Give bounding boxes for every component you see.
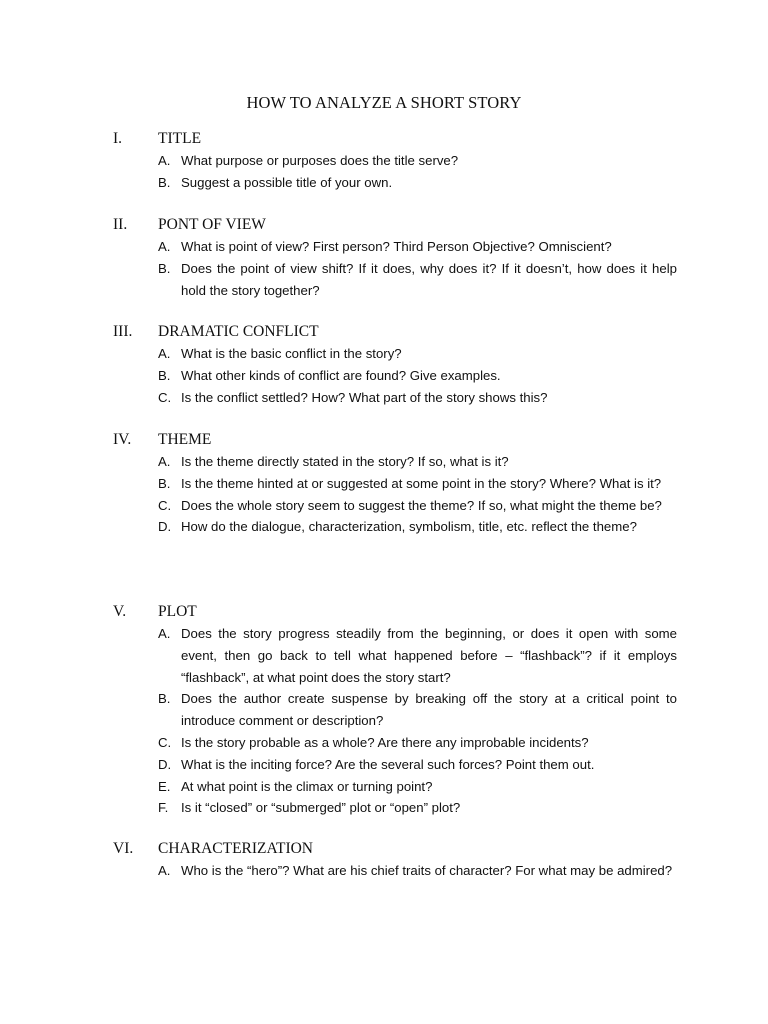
item-letter: A. bbox=[158, 626, 171, 641]
item-text: Who is the “hero”? What are his chief traits of character? For what may be admired? bbox=[181, 863, 673, 878]
list-item bbox=[0, 172, 768, 194]
section-heading bbox=[0, 838, 768, 860]
list-item bbox=[0, 776, 768, 798]
section-heading bbox=[0, 214, 768, 236]
list-item bbox=[0, 495, 768, 517]
section bbox=[0, 429, 768, 538]
section-numeral: III. bbox=[113, 323, 133, 340]
list-item bbox=[0, 150, 768, 172]
item-letter: B. bbox=[158, 475, 171, 491]
item-text: Suggest a possible title of your own. bbox=[181, 174, 393, 190]
list-item bbox=[0, 258, 768, 302]
item-letter: B. bbox=[158, 174, 171, 190]
section-title: CHARACTERIZATION bbox=[158, 840, 313, 857]
section bbox=[0, 214, 768, 301]
item-text: At what point is the climax or turning point? bbox=[181, 778, 433, 794]
list-item bbox=[0, 451, 768, 473]
section bbox=[0, 601, 768, 819]
list-item bbox=[0, 860, 768, 882]
section-title: THEME bbox=[158, 431, 212, 448]
item-letter: D. bbox=[158, 519, 172, 535]
item-text: What purpose or purposes does the title serve? bbox=[181, 153, 459, 168]
item-text: What is point of view? First person? Third Person Objective? Omniscient? bbox=[181, 239, 612, 254]
item-text: Is the theme hinted at or suggested at some point in the story? Where? What is it? bbox=[181, 475, 662, 491]
item-letter: C. bbox=[158, 497, 172, 513]
item-letter: C. bbox=[158, 389, 172, 405]
item-text: Is it “closed” or “submerged” plot or “open” plot? bbox=[181, 800, 461, 816]
section-heading bbox=[0, 321, 768, 343]
item-text: Does the whole story seem to suggest the theme? If so, what might the theme be? bbox=[181, 497, 662, 513]
list-item bbox=[0, 797, 768, 819]
section bbox=[0, 321, 768, 408]
section-numeral: II. bbox=[113, 216, 128, 233]
item-text: Does the author create suspense by breaking off the story at a critical point to introduce comment or description? bbox=[181, 691, 677, 729]
item-text: What is the basic conflict in the story? bbox=[181, 346, 402, 361]
item-text: What is the inciting force? Are the several such forces? Point them out. bbox=[181, 756, 595, 772]
item-text: Does the story progress steadily from the beginning, or does it open with some event, then go back to tell what happened before – “flashback”? if it employs “flashback”, at what point does the story start? bbox=[181, 626, 677, 685]
list-item bbox=[0, 343, 768, 365]
list-item bbox=[0, 387, 768, 409]
list-item bbox=[0, 623, 768, 688]
section-numeral: IV. bbox=[113, 431, 132, 448]
list-item bbox=[0, 754, 768, 776]
section-heading bbox=[0, 601, 768, 623]
item-letter: A. bbox=[158, 346, 171, 361]
item-letter: A. bbox=[158, 153, 171, 168]
item-text: Is the theme directly stated in the story? If so, what is it? bbox=[181, 454, 509, 469]
section-title: TITLE bbox=[158, 130, 202, 147]
item-letter: A. bbox=[158, 863, 171, 878]
list-item bbox=[0, 236, 768, 258]
item-letter: B. bbox=[158, 260, 171, 276]
item-letter: B. bbox=[158, 691, 171, 707]
item-text: Is the story probable as a whole? Are there any improbable incidents? bbox=[181, 734, 589, 750]
item-letter: E. bbox=[158, 778, 171, 794]
item-letter: A. bbox=[158, 239, 171, 254]
list-item bbox=[0, 473, 768, 495]
section-numeral: I. bbox=[113, 130, 123, 147]
section-numeral: V. bbox=[113, 603, 127, 620]
section-title: PLOT bbox=[158, 603, 197, 620]
list-item bbox=[0, 732, 768, 754]
section-numeral: VI. bbox=[113, 840, 134, 857]
item-letter: A. bbox=[158, 454, 171, 469]
section-heading bbox=[0, 429, 768, 451]
section-heading bbox=[0, 128, 768, 150]
item-text: Does the point of view shift? If it does, why does it? If it doesn’t, how does it help hold the story together? bbox=[181, 260, 677, 298]
document-title: HOW TO ANALYZE A SHORT STORY bbox=[246, 93, 522, 112]
item-text: Is the conflict settled? How? What part of the story shows this? bbox=[181, 389, 548, 405]
item-letter: C. bbox=[158, 734, 172, 750]
section bbox=[0, 838, 768, 882]
item-letter: D. bbox=[158, 756, 172, 772]
list-item bbox=[0, 688, 768, 732]
list-item bbox=[0, 365, 768, 387]
section-title: DRAMATIC CONFLICT bbox=[158, 323, 319, 340]
item-letter: B. bbox=[158, 367, 171, 383]
section bbox=[0, 128, 768, 194]
list-item bbox=[0, 516, 768, 538]
item-text: What other kinds of conflict are found? Give examples. bbox=[181, 367, 501, 383]
section-title: PONT OF VIEW bbox=[158, 216, 266, 233]
item-letter: F. bbox=[158, 800, 169, 816]
item-text: How do the dialogue, characterization, symbolism, title, etc. reflect the theme? bbox=[181, 519, 637, 535]
